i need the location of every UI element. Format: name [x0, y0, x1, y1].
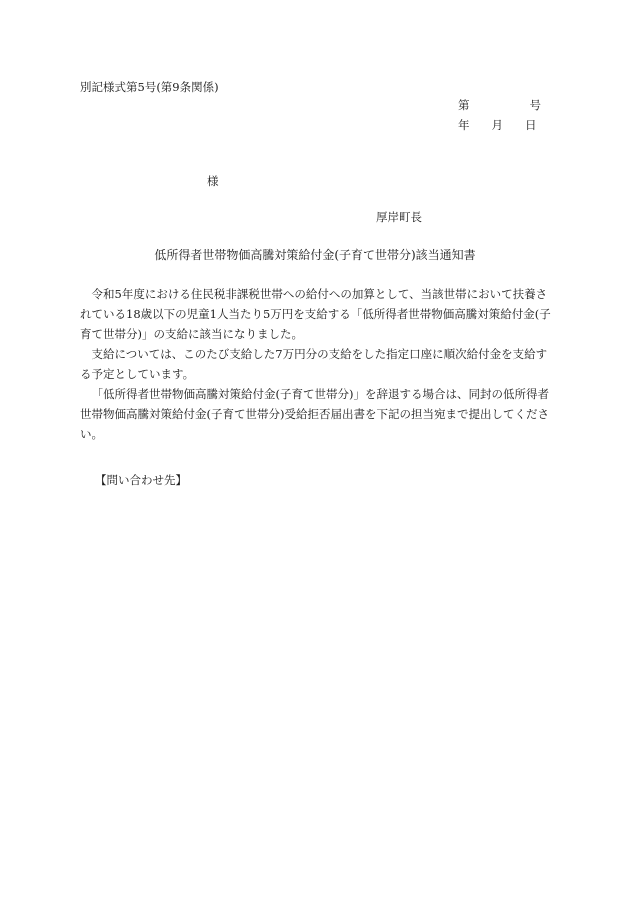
addressee-honorific: 様 — [207, 174, 219, 188]
form-label: 別記様式第5号(第9条関係) — [80, 80, 219, 94]
document-title: 低所得者世帯物価高騰対策給付金(子育て世帯分)該当通知書 — [154, 248, 476, 262]
body-paragraph-2: 支給については、このたび支給した7万円分の支給をした指定口座に順次給付金を支給する予定としています。 — [80, 347, 548, 381]
date-year: 年 — [458, 118, 470, 132]
body-paragraph-1: 令和5年度における住民税非課税世帯への給付への加算として、当該世帯において扶養されている18歳以下の児童1人当たり5万円を支給する「低所得者世帯物価高騰対策給付金(子育て世帯分)」の支給に該当になりました。 — [80, 287, 551, 341]
number-suffix: 号 — [529, 98, 541, 112]
date-day: 日 — [525, 118, 537, 132]
document-body — [80, 284, 558, 444]
number-prefix: 第 — [458, 98, 470, 112]
contact-heading: 【問い合わせ先】 — [95, 473, 187, 487]
body-paragraph-3: 「低所得者世帯物価高騰対策給付金(子育て世帯分)」を辞退する場合は、同封の低所得者世帯物価高騰対策給付金(子育て世帯分)受給拒否届出書を下記の担当宛まで提出してください。 — [80, 387, 549, 441]
issuer-name: 厚岸町長 — [376, 210, 422, 224]
document-number — [458, 97, 541, 113]
issue-date — [458, 117, 537, 133]
date-month: 月 — [491, 118, 503, 132]
